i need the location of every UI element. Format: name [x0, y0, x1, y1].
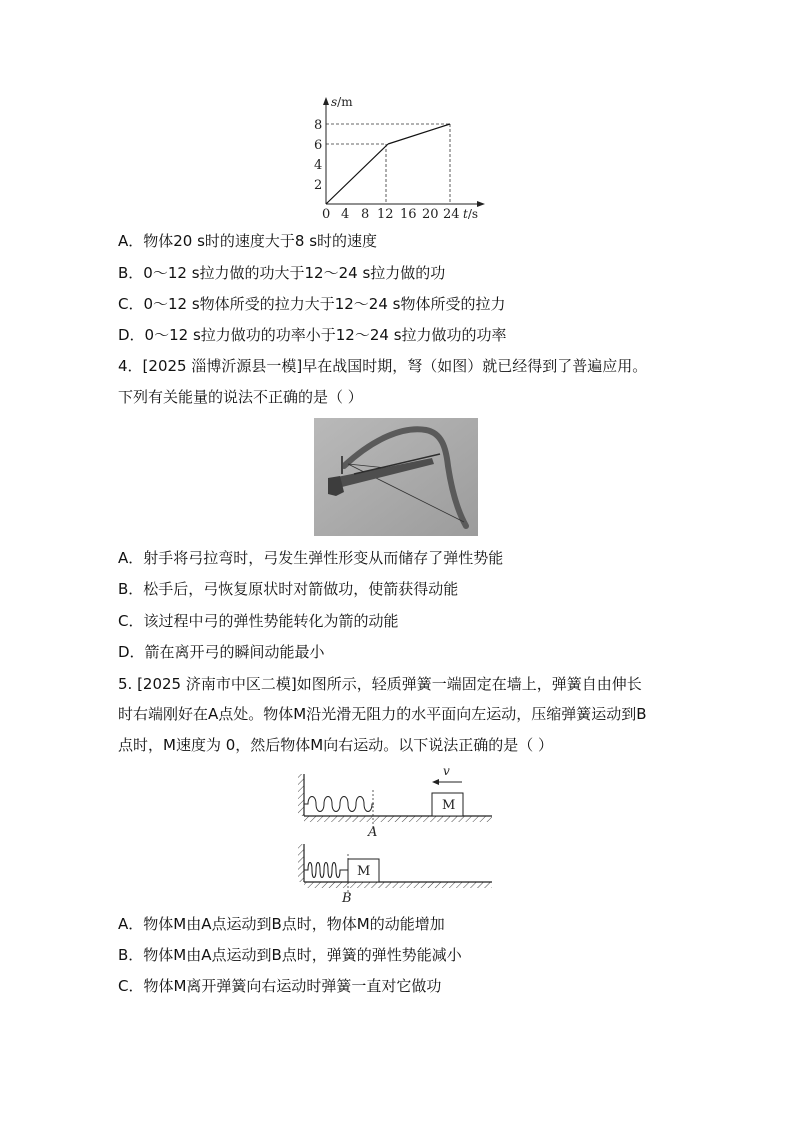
y-axis-label: s/m [331, 95, 353, 109]
q5-option-b: B．物体M由A点运动到B点时，弹簧的弹性势能减小 [118, 946, 462, 964]
spring-top [304, 797, 374, 812]
q4-stem-line-2: 下列有关能量的说法不正确的是（ ） [118, 388, 363, 406]
x-axis-arrow [477, 201, 485, 207]
q3-option-a: A．物体20 s时的速度大于8 s时的速度 [118, 232, 378, 250]
x-tick-label: 16 [400, 207, 417, 222]
q4-stem-line-1: 4．[2025 淄博沂源县一模]早在战国时期，弩（如图）就已经得到了普遍应用。 [118, 357, 648, 375]
spring-bottom [304, 863, 348, 878]
x-tick-label: 12 [377, 207, 394, 222]
x-tick-label: 8 [361, 207, 370, 222]
block-m-bottom-label: M [357, 864, 371, 879]
wall-top [298, 774, 304, 816]
x-tick-label: 20 [422, 207, 439, 222]
y-axis-arrow [323, 97, 329, 105]
y-tick-label: 2 [314, 178, 323, 193]
block-m-top-label: M [442, 798, 456, 813]
wall-bottom [298, 844, 304, 882]
q4-option-c: C．该过程中弓的弹性势能转化为箭的动能 [118, 612, 399, 630]
q5-option-c: C．物体M离开弹簧向右运动时弹簧一直对它做功 [118, 977, 442, 995]
q3-option-c: C．0～12 s物体所受的拉力大于12～24 s物体所受的拉力 [118, 295, 506, 313]
floor-bottom [304, 882, 492, 888]
q4-option-a: A．射手将弓拉弯时，弓发生弹性形变从而储存了弹性势能 [118, 549, 504, 567]
floor-top [304, 816, 492, 822]
q4-option-b: B．松手后，弓恢复原状时对箭做功，使箭获得动能 [118, 580, 459, 598]
x-axis-label: t/s [463, 207, 479, 221]
data-segment-1 [326, 144, 388, 204]
q5-stem-line-3: 点时，M速度为 0，然后物体M向右运动。以下说法正确的是（ ） [118, 736, 553, 754]
y-tick-label: 4 [314, 158, 323, 173]
y-tick-label: 8 [314, 118, 323, 133]
y-tick-label: 6 [314, 138, 323, 153]
x-tick-label: 24 [443, 207, 460, 222]
data-segment-2 [388, 124, 450, 144]
q5-stem-line-2: 时右端刚好在A点处。物体M沿光滑无阻力的水平面向左运动，压缩弹簧运动到B [118, 705, 647, 723]
q5-stem-line-1: 5. [2025 济南市中区二模]如图所示，轻质弹簧一端固定在墙上，弹簧自由伸长 [118, 675, 642, 693]
velocity-label: v [443, 764, 450, 778]
s-t-graph [300, 92, 500, 222]
q3-option-b: B．0～12 s拉力做的功大于12～24 s拉力做的功 [118, 264, 446, 282]
point-a-label: A [368, 825, 378, 840]
crossbow-photo [314, 418, 478, 536]
point-b-label: B [342, 891, 352, 906]
q4-option-d: D．箭在离开弓的瞬间动能最小 [118, 643, 325, 661]
spring-diagram [292, 762, 502, 907]
q5-option-a: A．物体M由A点运动到B点时，物体M的动能增加 [118, 915, 445, 933]
x-tick-label: 0 [322, 207, 331, 222]
q3-option-d: D．0～12 s拉力做功的功率小于12～24 s拉力做功的功率 [118, 326, 507, 344]
x-tick-label: 4 [341, 207, 350, 222]
